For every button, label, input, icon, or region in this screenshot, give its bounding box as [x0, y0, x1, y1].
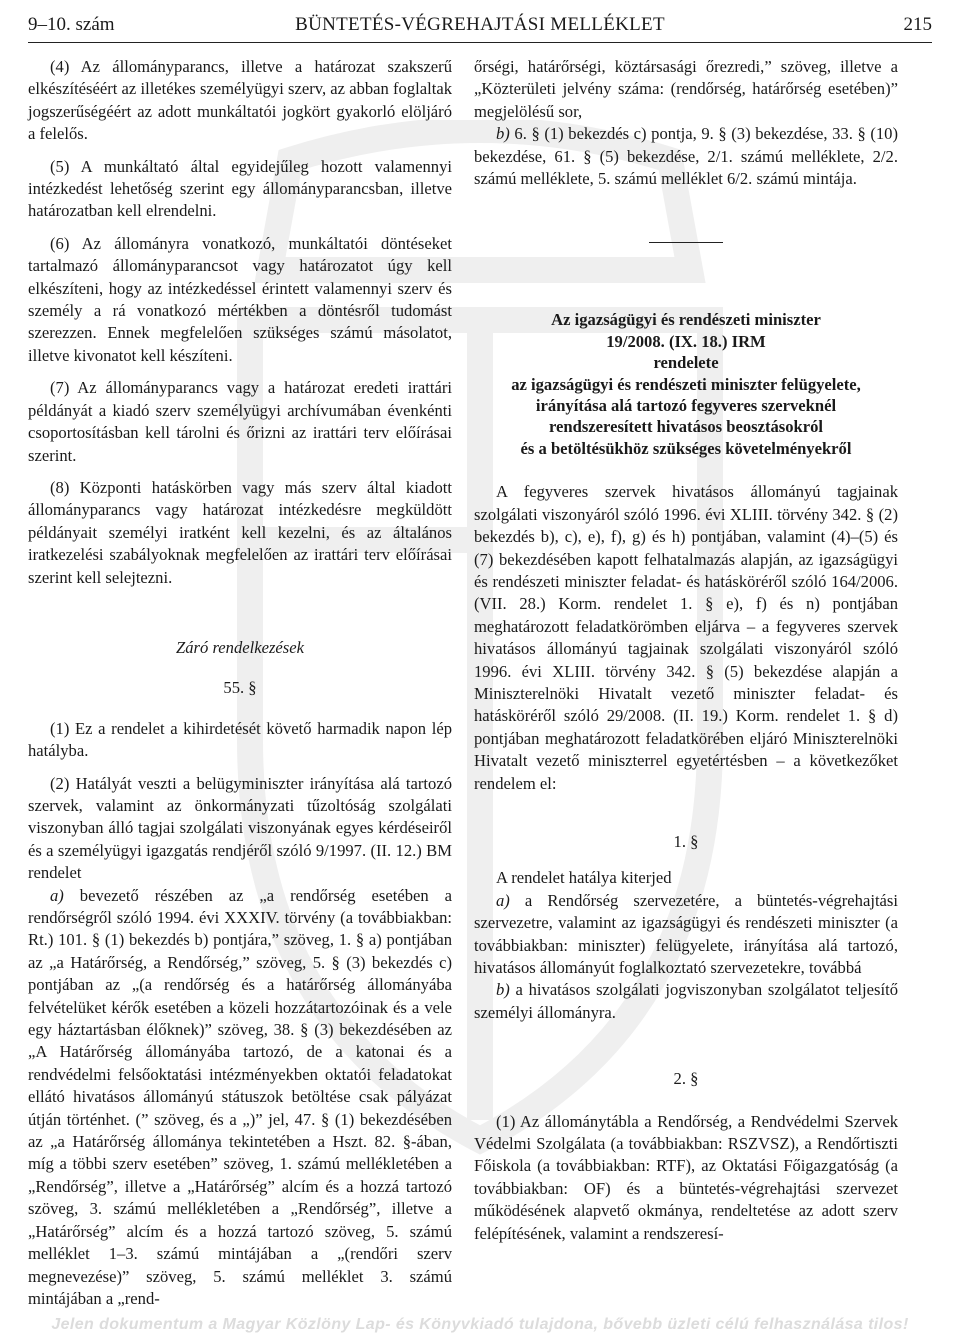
paragraph-8: (8) Központi hatáskörben vagy más szerv által kiadott állományparancs vagy határozat intézkedésre megküldött példányait személyi iratként kell kezelni, és az általános iratkezelési szabályoknak megfelelően az irattári terv előírásai szerint kell selejtezni.: [28, 477, 452, 587]
right-column: [474, 56, 898, 1255]
title-line: az igazságügyi és rendészeti miniszter felügyelete,: [511, 374, 861, 394]
paragraph-2-1: (1) Az állománytábla a Rendőrség, a Rendvédelmi Szervek Védelmi Szolgálata (a továbbiakban: RSZVSZ), a Rendőrtiszti Főiskola (a továbbiakban: RTF), az Oktatási Főigazgatóság (a továbbiakban: OF) és a büntetés-végrehajtási szervezet működésének alapvető okmánya, rendeltetése az adott szerv felépítésének, valamint a rendszeresí-: [474, 1111, 898, 1243]
section-2-heading: 2. §: [673, 1069, 699, 1089]
item-b-text: 6. § (1) bekezdés c) pontja, 9. § (3) bekezdése, 33. § (10) bekezdése, 61. § (5) bekezdése, 2/1. számú melléklete, 2/2. számú melléklete, 5. számú melléklet 6/2. számú mintája.: [474, 124, 898, 189]
scope-b-text: a hivatásos szolgálati jogviszonyban szolgálatot teljesítő személyi állományra.: [474, 980, 898, 1022]
paragraph-4: (4) Az állományparancs, illetve a határozat szakszerű elkészítéséért az illetékes személyügyi szerv, az abban foglaltak jogszerűségéért az adott munkáltatói jogkört gyakorló elöljáró a felelős.: [28, 57, 452, 144]
title-line: rendelete: [653, 353, 719, 373]
paragraph-55-2-a: [28, 885, 452, 1311]
paragraph-5: (5) A munkáltató által egyidejűleg hozott valamennyi intézkedést lehetőség szerint egy állományparancsban, illetve határozatban kell elrendelni.: [28, 156, 452, 221]
title-line: rendszeresített hivatásos beosztásokról: [548, 417, 824, 437]
publication-title: BÜNTETÉS-VÉGREHAJTÁSI MELLÉKLET: [295, 14, 665, 35]
title-line: Az igazságügyi és rendészeti miniszter: [551, 310, 821, 330]
continued-text: őrségi, határőrségi, köztársasági őrezredi,” szöveg, illetve a „Közterületi jelvény száma: (rendőrség, határőrség esetében)” megjelölésű sor,: [474, 57, 898, 121]
scope-a-label: a): [496, 890, 510, 910]
title-line: és a betöltésükhöz szükséges követelményekről: [520, 438, 852, 458]
item-b: [474, 123, 898, 190]
paragraph-7: (7) Az állományparancs vagy a határozat eredeti irattári példányát a kiadó szerv személyügyi archívumában évenkénti csoportosításban kell tárolni és őrizni az irattári terv előírásai szerint.: [28, 378, 452, 465]
title-line: 19/2008. (IX. 18.) IRM: [606, 331, 766, 351]
item-a-label: a): [50, 885, 64, 905]
section-separator: [649, 242, 723, 243]
page-header: [28, 12, 932, 43]
section-55-heading: 55. §: [223, 678, 257, 698]
paragraph-55-2: (2) Hatályát veszti a belügyminiszter irányítása alá tartozó szervek, valamint az önkormányzati tűzoltóság szolgálati viszonyban álló tagjai szolgálati viszonyának egyes kérdéseiről és a személyügyi igazgatás rendjéről szóló 9/1997. (II. 12.) BM rendelet: [28, 773, 452, 883]
closing-provisions-heading: Záró rendelkezések: [176, 637, 304, 657]
left-column: [28, 56, 452, 1310]
title-line: irányítása alá tartozó fegyveres szerveknél: [535, 396, 837, 416]
page-number: 215: [903, 14, 932, 35]
scope-a-text: a Rendőrség szervezetére, a büntetés-végrehajtási szervezetre, valamint az igazságügyi és rendészeti miniszter (a továbbiakban: miniszter) felügyelete, irányítása alá tartozó, hivatásos állományút foglalkoztató szervezetekre, továbbá: [474, 890, 898, 977]
copyright-footer: Jelen dokumentum a Magyar Közlöny Lap- és Könyvkiadó tulajdona, bővebb üzleti célú felhasználása tilos!: [51, 1316, 909, 1333]
paragraph-55-1: (1) Ez a rendelet a kihirdetését követő harmadik napon lép hatályba.: [28, 718, 452, 761]
decree-title: [474, 309, 898, 459]
scope-item-a: [474, 890, 898, 980]
scope-b-label: b): [496, 980, 510, 1000]
issue-number: 9–10. szám: [28, 14, 115, 35]
item-a-text: bevezető részében az „a rendőrség esetében a rendőrségről szóló 1994. évi XXXIV. törvény (a továbbiakban: Rt.) 101. § (1) bekezdés b) pontjára,” szöveg, 1. § a) pontjában az „a Határőrség, a Rendőrség,” szöveg, 5. § (3) bekezdés c) pontjában az „(a rendőrség és a határőrség állományába felvételüket kérők esetében a közeli hozzátartozóinak és a vele egy háztartásban élőknek)” szöveg, 38. § (3) bekezdésében az „A Határőrség állományába tartozó, de a katonai és a rendvédelmi felsőoktatási intézményekben oktatói feladatokat ellátó hivatásos állományú státuszok betöltése csak pályázat útján történhet. (” szöveg, és a „)” jel, 47. § (1) bekezdésében az „a Határőrség állománya tekintetében a Hszt. 82. §-ában, míg a többi szerv esetében” szöveg, 1. számú mellékletében a „Rendőrség”, illetve a „Határőrség” alcím és a hozzá tartozó szöveg, 3. számú mellékletében a „Rendőrség”, illetve a „Határőrség” alcím és a hozzá tartozó szöveg, 5. számú melléklet 1–3. számú mintájában a „(rendőri szerv megnevezése)” szöveg, 5. számú melléklet 3. számú mintájában a „rend-: [28, 885, 452, 1308]
scope-heading: A rendelet hatálya kiterjed: [496, 868, 672, 888]
item-b-label: b): [496, 124, 510, 144]
paragraph-6: (6) Az állományra vonatkozó, munkáltatói döntéseket tartalmazó állományparancsot vagy határozatot úgy kell elkészíteni, hogy az intézkedéssel érintett valamennyi szerv és személy a rá vonatkozó mértékben a döntésről tudomást szerezzen. Ennek megfelelően szükséges számú másolatot, illetve kivonatot kell készíteni.: [28, 233, 452, 365]
scope-item-b: [474, 979, 898, 1024]
section-1-heading: 1. §: [673, 831, 699, 851]
preamble: A fegyveres szervek hivatásos állományú tagjainak szolgálati viszonyáról szóló 1996. évi XLIII. törvény 342. § (2) bekezdés b), c), e), f), g) és h) pontjában, valamint (4)–(5) és (7) bekezdésében kapott felhatalmazás alapján, az igazságügyi és rendészeti miniszter feladat- és hatásköréről szóló 164/2006. (VII. 28.) Korm. rendelet 1. § e), f) és n) pontjában meghatározott feladatkörömben eljárva – a fegyveres szervek hivatásos állományú tagjainak szolgálati viszonyáról szóló 1996. évi XLIII. törvény 342. § (5) bekezdése alapján a Miniszterelnöki Hivatalt vezető miniszter feladat- és hatásköréről szóló 29/2008. (II. 19.) Korm. rendelet 1. § d) pontjában meghatározott feladatkörében eljáró Miniszterelnöki Hivatalt vezető miniszterrel egyetértésben – a következőket rendelem el:: [474, 482, 898, 793]
